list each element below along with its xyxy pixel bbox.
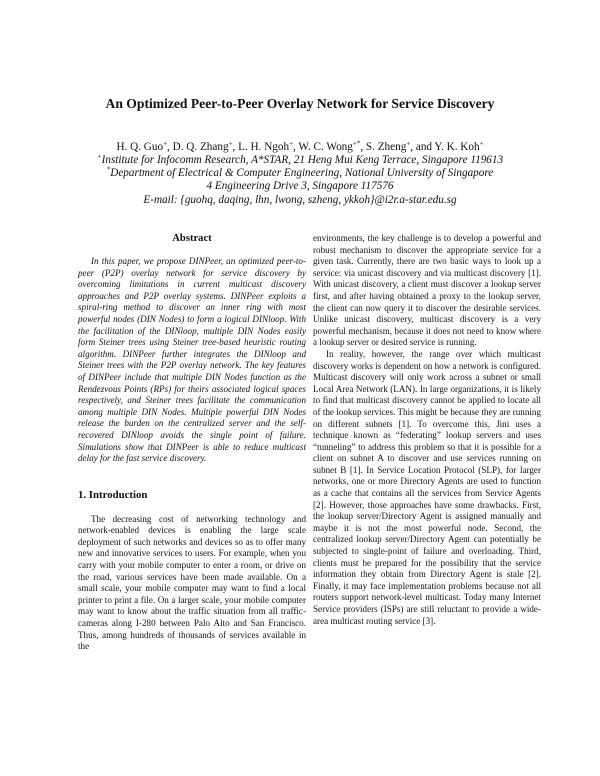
affiliation-line-2 xyxy=(40,167,560,180)
author-mark: + xyxy=(163,139,168,148)
author-name: , W. C. Wong xyxy=(293,141,353,153)
left-column xyxy=(78,232,306,653)
author-name: , L. H. Ngoh xyxy=(232,141,290,153)
body-paragraph: environments, the key challenge is to develop a powerful and robust mechanism to discover the appropriate service for a given task. Currently, there are two basic ways to look up a service: via unicast discovery and via multicast discovery [1]. With unicast discovery, a client must discover a lookup server first, and after having obtained a proxy to the lookup server, the client can now query it to discover the desirable services. Unlike unicast discovery, multicast discovery is a very powerful mechanism, because it does not need to know where a lookup server or desired service is running. xyxy=(313,233,541,348)
affiliation-mark: + xyxy=(96,152,102,161)
affiliation-line-3: 4 Engineering Drive 3, Singapore 117576 xyxy=(206,180,394,192)
author-name: H. Q. Guo xyxy=(116,141,164,153)
author-mark: +* xyxy=(352,139,361,148)
paper-title: An Optimized Peer-to-Peer Overlay Network for Service Discovery xyxy=(105,96,495,111)
affiliation-line-1 xyxy=(40,154,560,167)
author-list xyxy=(40,141,560,154)
body-paragraph: In reality, however, the range over which multicast discovery works is dependent on how a network is configured. Multicast discovery will only work across a subnet or small Local Area Network (LAN). In large organizations, it is likely to find that multicast discovery cannot be applied to locate all of the lookup services. This might be because they are running on different subnets [1]. To overcome this, Jini uses a technique known as “federating” lookup servers and uses “tunneling” to address this problem so that it is possible for a client on subnet A to discover and use services running on subnet B [1]. In Service Location Protocol (SLP), for larger networks, one or more Directory Agents are used to function as a cache that contains all the services from Service Agents [2]. However, those approaches have some drawbacks. First, the lookup server/Directory Agent is assigned manually and maybe it is not the most powerful node. Second, the centralized lookup server/Directory Agent can potentially be subjected to single-point of failure and overloading. Third, clients must be prepared for the possibility that the service information they obtain from Directory Agent is stale [2]. Finally, it may face implementation problems because not all routers support network-level multicast. Today many Internet Service providers (ISPs) are still reluctant to provide a wide-area multicast routing service [3]. xyxy=(313,348,541,626)
intro-paragraph: The decreasing cost of networking technology and network-enabled devices is enabling the large scale deployment of such networks and devices so as to offer many new and innovative services to users. For example, when you carry with your mobile computer to enter a room, or drive on the road, various services have been made available. On a small scale, your mobile computer may want to find a local printer to print a file. On a larger scale, your mobile computer may want to know about the traffic situation from all traffic-cameras along I-280 between Palo Alto and San Francisco. Thus, among hundreds of thousands of services available in the xyxy=(78,513,306,652)
author-mark: + xyxy=(289,139,294,148)
author-name: , and Y. K. Koh xyxy=(410,141,480,153)
section-heading-introduction: 1. Introduction xyxy=(78,488,148,501)
author-name: , S. Zheng xyxy=(360,141,407,153)
affiliation-text: Department of Electrical & Computer Engineering, National University of Singapore xyxy=(110,167,494,179)
right-column xyxy=(313,233,541,627)
email-line: E-mail: {guohq, daqing, lhn, lwong, szheng, ykkoh}@i2r.a-star.edu.sg xyxy=(143,194,457,206)
author-name: , D. Q. Zhang xyxy=(167,141,229,153)
affiliation-mark: * xyxy=(106,165,111,174)
abstract-heading: Abstract xyxy=(172,233,212,244)
abstract-text: In this paper, we propose DINPeer, an optimized peer-to-peer (P2P) overlay network for service discovery by overcoming limitations in current multicast discovery approaches and P2P overlay systems. DINPeer exploits a spiral-ring method to discover an inner ring with most powerful nodes (DIN Nodes) to form a logical DINloop. With the facilitation of the DINloop, multiple DIN Nodes easily form Steiner trees using Steiner tree-based heuristic routing algorithm. DINPeer further integrates the DINloop and Steiner trees with the P2P overlay network. The key features of DINPeer include that multiple DIN Nodes function as the Rendezvous Points (RPs) for theirs associated logical spaces respectively, and Steiner trees facilitate the communication among multiple DIN Nodes. Multiple powerful DIN Nodes release the burden on the centralized server and the self-recovered DINloop avoids the single point of failure. Simulations show that DINPeer is able to reduce multicast delay for the fast service discovery. xyxy=(78,256,306,464)
author-mark: + xyxy=(228,139,233,148)
affiliation-text: Institute for Infocomm Research, A*STAR, 21 Heng Mui Keng Terrace, Singapore 119613 xyxy=(101,154,504,166)
author-mark: + xyxy=(406,139,411,148)
author-mark: + xyxy=(479,139,484,148)
